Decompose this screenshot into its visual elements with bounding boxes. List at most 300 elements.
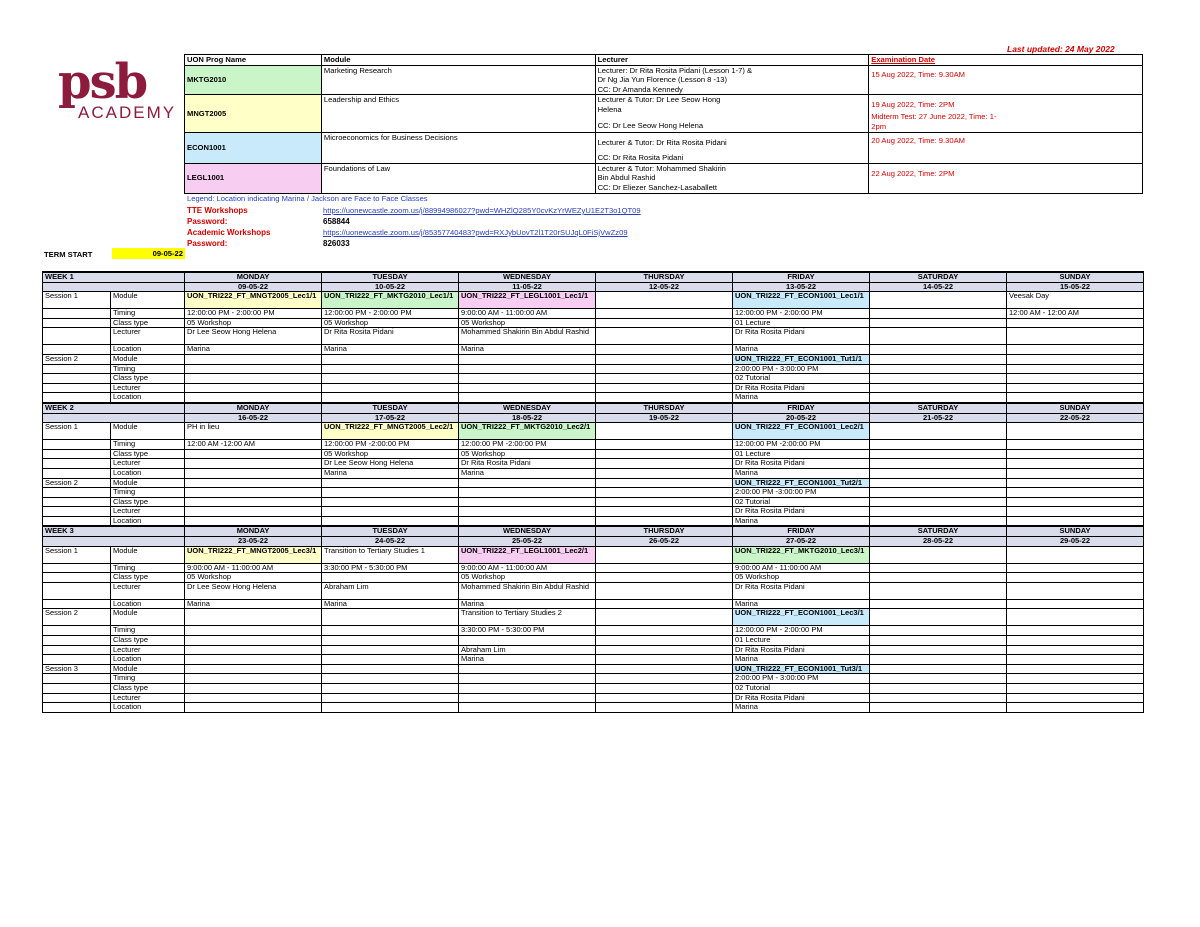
schedule-cell (322, 516, 459, 526)
schedule-cell: Marina (459, 345, 596, 355)
session-row (43, 582, 1144, 599)
schedule-cell (1007, 423, 1144, 440)
schedule-cell: 01 Lecture (733, 449, 870, 459)
lecturer-line: CC: Dr Amanda Kennedy (597, 84, 683, 94)
day-date: 23-05-22 (185, 537, 322, 547)
modules-table (184, 54, 1143, 194)
schedule-cell (459, 684, 596, 694)
session-row (43, 703, 1144, 713)
module-row (185, 95, 1143, 133)
schedule-cell (1007, 374, 1144, 384)
session-row (43, 345, 1144, 355)
schedule-cell (870, 468, 1007, 478)
field-label: Class type (111, 374, 185, 384)
schedule-cell: Dr Lee Seow Hong Helena (185, 582, 322, 599)
schedule-cell (459, 636, 596, 646)
schedule-cell (596, 318, 733, 328)
schedule-cell (1007, 459, 1144, 469)
session-label (43, 516, 111, 526)
schedule-cell (322, 684, 459, 694)
session-row (43, 364, 1144, 374)
schedule-cell: 12:00 AM - 12:00 AM (1007, 309, 1144, 319)
tte-password-label: Password: (187, 217, 228, 226)
legend-text: Legend: Location indicating Marina / Jackson are Face to Face Classes (187, 194, 428, 203)
schedule-cell (596, 645, 733, 655)
schedule-cell (596, 468, 733, 478)
schedule-cell (185, 383, 322, 393)
schedule-cell: 9:00:00 AM - 11:00:00 AM (459, 309, 596, 319)
schedule-cell: 05 Workshop (733, 573, 870, 583)
lecturer-line: CC: Dr Rita Rosita Pidani (597, 152, 684, 162)
schedule-cell (185, 645, 322, 655)
schedule-cell: 2:00:00 PM - 3:00:00 PM (733, 674, 870, 684)
schedule-cell (1007, 354, 1144, 364)
schedule-cell (322, 609, 459, 626)
schedule-cell (459, 703, 596, 713)
schedule-cell: Marina (459, 599, 596, 609)
field-label: Timing (111, 440, 185, 450)
schedule-cell (459, 374, 596, 384)
schedule-cell (870, 309, 1007, 319)
schedule-cell (1007, 582, 1144, 599)
psb-academy-logo (58, 54, 177, 122)
week-dates-row (43, 413, 1144, 423)
schedule-cell (459, 693, 596, 703)
schedule-cell: Abraham Lim (459, 645, 596, 655)
lecturer-line: Helena (597, 104, 622, 114)
schedule-cell (870, 364, 1007, 374)
schedule-cell (185, 684, 322, 694)
dates-spacer (43, 282, 185, 292)
schedule-cell: 12:00:00 PM - 2:00:00 PM (733, 626, 870, 636)
schedule-cell (596, 354, 733, 364)
session-label (43, 497, 111, 507)
schedule-cell (870, 440, 1007, 450)
schedule-cell (870, 374, 1007, 384)
field-label: Class type (111, 636, 185, 646)
schedule-cell (322, 664, 459, 674)
schedule-cell (596, 328, 733, 345)
schedule-cell (870, 345, 1007, 355)
field-label: Location (111, 703, 185, 713)
col-lecturer: Lecturer (595, 55, 869, 66)
session-label (43, 684, 111, 694)
field-label: Location (111, 468, 185, 478)
field-label: Lecturer (111, 383, 185, 393)
exam-line: Midterm Test: 27 June 2022, Time: 1- (871, 111, 997, 121)
week-header-row (43, 272, 1144, 282)
day-name: SUNDAY (1007, 526, 1144, 536)
session-row (43, 449, 1144, 459)
schedule-cell: Marina (733, 516, 870, 526)
module-code: MNGT2005 (185, 95, 322, 133)
schedule-cell (459, 516, 596, 526)
schedule-cell (870, 636, 1007, 646)
day-name: THURSDAY (596, 272, 733, 282)
day-date: 25-05-22 (459, 537, 596, 547)
dates-spacer (43, 537, 185, 547)
schedule-cell: UON_TRI222_FT_MNGT2005_Lec2/1 (322, 423, 459, 440)
session-row (43, 516, 1144, 526)
schedule-cell: 3:30:00 PM - 5:30:00 PM (459, 626, 596, 636)
module-lecturer (595, 65, 869, 95)
schedule-cell (1007, 693, 1144, 703)
schedule-cell: 9:00:00 AM - 11:00:00 AM (459, 563, 596, 573)
schedule-cell (596, 292, 733, 309)
module-exam-date (869, 133, 1143, 163)
lecturer-line: Lecturer & Tutor: Dr Lee Seow Hong (597, 95, 721, 105)
lecturer-line: Lecturer & Tutor: Dr Rita Rosita Pidani (597, 138, 727, 148)
schedule-cell: UON_TRI222_FT_ECON1001_Tut2/1 (733, 478, 870, 488)
schedule-cell (596, 582, 733, 599)
session-row (43, 546, 1144, 563)
session-label (43, 364, 111, 374)
day-name: MONDAY (185, 526, 322, 536)
day-name: TUESDAY (322, 526, 459, 536)
field-label: Location (111, 393, 185, 403)
schedule-cell: Transition to Tertiary Studies 2 (459, 609, 596, 626)
schedule-cell (596, 563, 733, 573)
schedule-cell (185, 497, 322, 507)
field-label: Location (111, 516, 185, 526)
session-label (43, 655, 111, 665)
schedule-cell (322, 645, 459, 655)
schedule-cell: 12:00:00 PM - 2:00:00 PM (733, 309, 870, 319)
module-name: Foundations of Law (321, 163, 595, 193)
week-dates-row (43, 282, 1144, 292)
schedule-cell: Mohammed Shakirin Bin Abdul Rashid (459, 328, 596, 345)
schedule-cell: 01 Lecture (733, 636, 870, 646)
schedule-cell (1007, 573, 1144, 583)
session-row (43, 318, 1144, 328)
session-label (43, 459, 111, 469)
lecturer-line: Lecturer & Tutor: Mohammed Shakirin (597, 163, 726, 173)
field-label: Module (111, 423, 185, 440)
schedule-cell (870, 664, 1007, 674)
schedule-cell (870, 693, 1007, 703)
session-label (43, 328, 111, 345)
session-row (43, 507, 1144, 517)
schedule-cell (870, 516, 1007, 526)
schedule-cell: Dr Rita Rosita Pidani (733, 459, 870, 469)
schedule-cell (870, 449, 1007, 459)
schedule-cell (1007, 488, 1144, 498)
modules-header-row (185, 55, 1143, 66)
schedule-cell (1007, 563, 1144, 573)
schedule-cell (870, 328, 1007, 345)
schedule-cell: Marina (322, 468, 459, 478)
schedule-cell (459, 354, 596, 364)
schedule-cell: Veesak Day (1007, 292, 1144, 309)
field-label: Timing (111, 626, 185, 636)
session-row (43, 664, 1144, 674)
schedule-cell (870, 423, 1007, 440)
field-label: Timing (111, 674, 185, 684)
week-header-row (43, 403, 1144, 413)
schedule-cell: Marina (322, 599, 459, 609)
schedule-cell (870, 383, 1007, 393)
schedule-cell (870, 582, 1007, 599)
session-row (43, 440, 1144, 450)
field-label: Location (111, 345, 185, 355)
schedule-cell (322, 488, 459, 498)
day-date: 20-05-22 (733, 413, 870, 423)
day-name: FRIDAY (733, 403, 870, 413)
schedule-cell: 05 Workshop (459, 449, 596, 459)
schedule-cell: Abraham Lim (322, 582, 459, 599)
schedule-cell (870, 609, 1007, 626)
academic-zoom-link[interactable]: https://uonewcastle.zoom.us/j/85357740483?pwd=RXJybUovT2l1T20rSUJqL0FiSjVwZz09 (323, 228, 628, 237)
schedule-cell (596, 423, 733, 440)
field-label: Location (111, 655, 185, 665)
lecturer-line: Bin Abdul Rashid (597, 173, 656, 183)
schedule-cell (870, 573, 1007, 583)
field-label: Lecturer (111, 645, 185, 655)
schedule-cell (596, 674, 733, 684)
schedule-cell: Marina (733, 599, 870, 609)
schedule-cell: Marina (459, 468, 596, 478)
schedule-cell (185, 703, 322, 713)
schedule-cell (185, 354, 322, 364)
schedule-cell: UON_TRI222_FT_MNGT2005_Lec1/1 (185, 292, 322, 309)
schedule-cell (870, 318, 1007, 328)
schedule-cell: 02 Tutorial (733, 374, 870, 384)
logo-main-text: psb (58, 54, 147, 110)
session-label (43, 393, 111, 403)
field-label: Module (111, 354, 185, 364)
schedule-cell: 05 Workshop (322, 318, 459, 328)
schedule-cell: Marina (733, 345, 870, 355)
schedule-cell: Dr Rita Rosita Pidani (459, 459, 596, 469)
day-date: 26-05-22 (596, 537, 733, 547)
schedule-cell (322, 354, 459, 364)
session-row (43, 354, 1144, 364)
field-label: Class type (111, 318, 185, 328)
schedule-cell (870, 497, 1007, 507)
schedule-cell (322, 655, 459, 665)
schedule-cell (596, 516, 733, 526)
schedule-cell: 9:00:00 AM - 11:00:00 AM (733, 563, 870, 573)
session-row (43, 309, 1144, 319)
exam-line: 15 Aug 2022, Time: 9.30AM (871, 69, 965, 79)
schedule-cell (459, 507, 596, 517)
schedule-cell (322, 393, 459, 403)
schedule-cell: 12:00:00 PM -2:00:00 PM (733, 440, 870, 450)
schedule-cell (1007, 599, 1144, 609)
schedule-cell (322, 636, 459, 646)
schedule-cell: 12:00 AM -12:00 AM (185, 440, 322, 450)
session-label (43, 440, 111, 450)
day-name: FRIDAY (733, 526, 870, 536)
schedule-cell (1007, 674, 1144, 684)
schedule-cell (1007, 609, 1144, 626)
schedule-cell (596, 309, 733, 319)
session-label: Session 2 (43, 609, 111, 626)
last-updated: Last updated: 24 May 2022 (1007, 44, 1115, 54)
schedule-cell: Marina (733, 468, 870, 478)
schedule-cell (596, 703, 733, 713)
day-date: 10-05-22 (322, 282, 459, 292)
schedule-cell (459, 393, 596, 403)
session-label (43, 636, 111, 646)
day-name: SATURDAY (870, 526, 1007, 536)
schedule-cell (185, 478, 322, 488)
schedule-cell: 05 Workshop (185, 318, 322, 328)
schedule-cell: PH in lieu (185, 423, 322, 440)
field-label: Lecturer (111, 507, 185, 517)
session-label (43, 383, 111, 393)
schedule-cell (322, 703, 459, 713)
schedule-cell (1007, 636, 1144, 646)
week-label: WEEK 3 (43, 526, 185, 536)
schedule-cell (596, 636, 733, 646)
schedule-cell (459, 497, 596, 507)
day-date: 24-05-22 (322, 537, 459, 547)
day-name: TUESDAY (322, 272, 459, 282)
schedule-cell: 05 Workshop (459, 573, 596, 583)
schedule-cell (596, 488, 733, 498)
schedule-cell (596, 546, 733, 563)
day-name: FRIDAY (733, 272, 870, 282)
schedule-cell (596, 459, 733, 469)
schedule-cell (185, 674, 322, 684)
day-name: SUNDAY (1007, 403, 1144, 413)
session-label: Session 2 (43, 354, 111, 364)
schedule-cell (459, 488, 596, 498)
schedule-cell: 3:30:00 PM - 5:30:00 PM (322, 563, 459, 573)
field-label: Module (111, 478, 185, 488)
tte-zoom-link[interactable]: https://uonewcastle.zoom.us/j/88994986027?pwd=WHZlQ285Y0cvKzYrWEZyU1E2T3o1QT09 (323, 206, 641, 215)
day-date: 15-05-22 (1007, 282, 1144, 292)
schedule-cell (596, 497, 733, 507)
academic-password: 826033 (323, 239, 350, 248)
schedule-cell: UON_TRI222_FT_LEGL1001_Lec2/1 (459, 546, 596, 563)
schedule-cell: 9:00:00 AM - 11:00:00 AM (185, 563, 322, 573)
schedule-cell (322, 674, 459, 684)
schedule-cell (870, 507, 1007, 517)
schedule-cell: UON_TRI222_FT_MKTG2010_Lec2/1 (459, 423, 596, 440)
week-dates-row (43, 537, 1144, 547)
schedule-cell (1007, 546, 1144, 563)
session-label (43, 449, 111, 459)
session-row (43, 292, 1144, 309)
day-name: MONDAY (185, 403, 322, 413)
schedule-cell (185, 626, 322, 636)
schedule-cell (870, 684, 1007, 694)
day-name: SATURDAY (870, 403, 1007, 413)
session-label: Session 3 (43, 664, 111, 674)
session-label: Session 1 (43, 292, 111, 309)
schedule-cell: 12:00:00 PM - 2:00:00 PM (185, 309, 322, 319)
lecturer-line: Dr Ng Jia Yun Florence (Lesson 8 -13) (597, 75, 728, 85)
schedule-cell (459, 674, 596, 684)
schedule-cell: UON_TRI222_FT_LEGL1001_Lec1/1 (459, 292, 596, 309)
session-row (43, 393, 1144, 403)
schedule-cell: Dr Rita Rosita Pidani (733, 328, 870, 345)
schedule-cell: Dr Rita Rosita Pidani (733, 507, 870, 517)
schedule-cell (596, 626, 733, 636)
schedule-cell (596, 374, 733, 384)
field-label: Lecturer (111, 582, 185, 599)
day-name: WEDNESDAY (459, 403, 596, 413)
session-label: Session 1 (43, 423, 111, 440)
schedule-cell (1007, 497, 1144, 507)
schedule-cell (870, 478, 1007, 488)
module-name: Microeconomics for Business Decisions (321, 133, 595, 163)
schedule-cell (596, 440, 733, 450)
session-label (43, 468, 111, 478)
module-exam-date (869, 65, 1143, 95)
field-label: Location (111, 599, 185, 609)
schedule-cell: 02 Tutorial (733, 684, 870, 694)
schedule-cell: 2:00:00 PM - 3:00:00 PM (733, 364, 870, 374)
field-label: Lecturer (111, 693, 185, 703)
day-date: 19-05-22 (596, 413, 733, 423)
schedule-cell (596, 364, 733, 374)
schedule-cell (596, 345, 733, 355)
schedule-cell (185, 449, 322, 459)
schedule-cell: UON_TRI222_FT_MKTG2010_Lec3/1 (733, 546, 870, 563)
schedule-cell (185, 609, 322, 626)
module-exam-date (869, 95, 1143, 133)
session-row (43, 374, 1144, 384)
session-row (43, 328, 1144, 345)
session-row (43, 645, 1144, 655)
day-date: 16-05-22 (185, 413, 322, 423)
module-lecturer (595, 133, 869, 163)
schedule-cell (870, 655, 1007, 665)
schedule-cell (185, 664, 322, 674)
schedule-cell (1007, 507, 1144, 517)
schedule-cell (1007, 703, 1144, 713)
session-label (43, 374, 111, 384)
day-date: 11-05-22 (459, 282, 596, 292)
schedule-cell (459, 383, 596, 393)
session-row (43, 488, 1144, 498)
schedule-cell (185, 636, 322, 646)
session-row (43, 468, 1144, 478)
session-row (43, 573, 1144, 583)
session-label (43, 309, 111, 319)
field-label: Timing (111, 309, 185, 319)
schedule-cell (185, 693, 322, 703)
schedule-cell (1007, 478, 1144, 488)
schedule-cell: UON_TRI222_FT_ECON1001_Lec1/1 (733, 292, 870, 309)
col-module: Module (321, 55, 595, 66)
schedule-cell: Marina (459, 655, 596, 665)
day-date: 09-05-22 (185, 282, 322, 292)
schedule-cell: Marina (733, 655, 870, 665)
schedule-cell: UON_TRI222_FT_ECON1001_Tut1/1 (733, 354, 870, 364)
session-label (43, 573, 111, 583)
schedule-cell (185, 488, 322, 498)
session-label (43, 582, 111, 599)
schedule-cell (185, 459, 322, 469)
schedule-cell: Dr Rita Rosita Pidani (733, 383, 870, 393)
schedule-cell: 12:00:00 PM -2:00:00 PM (322, 440, 459, 450)
week-label: WEEK 1 (43, 272, 185, 282)
schedule-cell (596, 693, 733, 703)
session-row (43, 563, 1144, 573)
day-date: 29-05-22 (1007, 537, 1144, 547)
schedule-cell: Marina (185, 599, 322, 609)
week-label: WEEK 2 (43, 403, 185, 413)
day-date: 27-05-22 (733, 537, 870, 547)
schedule-cell (596, 383, 733, 393)
session-row (43, 693, 1144, 703)
session-row (43, 674, 1144, 684)
schedule-cell (870, 354, 1007, 364)
